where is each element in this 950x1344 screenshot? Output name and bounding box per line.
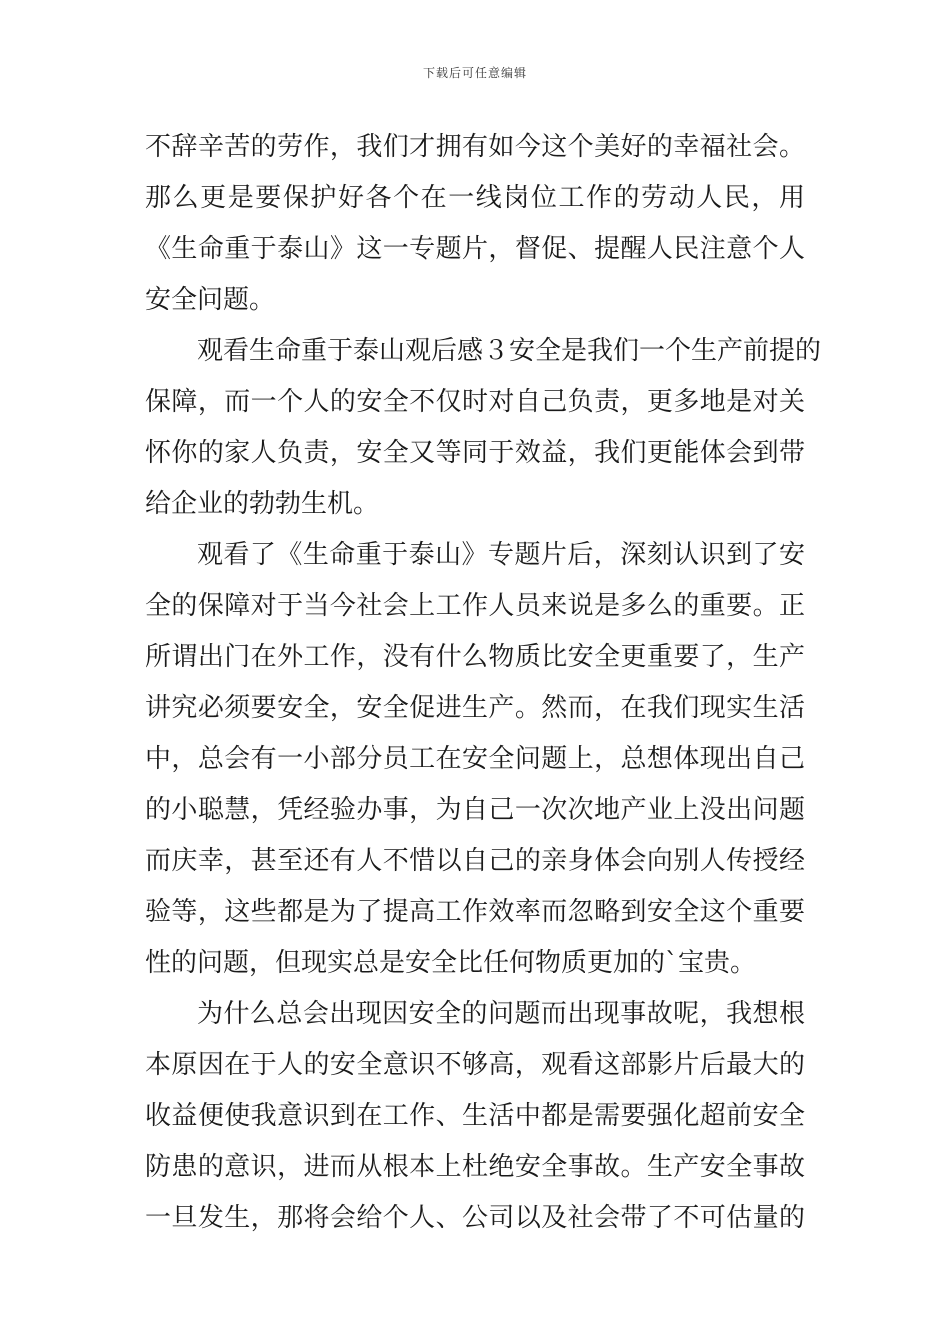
paragraph xyxy=(145,326,822,530)
text-line: 观看了《生命重于泰山》专题片后，深刻认识到了安 xyxy=(197,540,805,570)
text-line: 中，总会有一小部分员工在安全问题上，总想体现出自己 xyxy=(145,744,805,774)
text-line: 的小聪慧，凭经验办事，为自己一次次地产业上没出问题 xyxy=(145,795,805,825)
text-line: 所谓出门在外工作，没有什么物质比安全更重要了，生产 xyxy=(145,642,805,672)
text-line: 安全问题。 xyxy=(145,285,276,315)
text-line: 为什么总会出现因安全的问题而出现事故呢，我想根 xyxy=(197,999,805,1029)
text-line: 本原因在于人的安全意识不够高，观看这部影片后最大的 xyxy=(145,1050,805,1080)
text-line: 全的保障对于当今社会上工作人员来说是多么的重要。正 xyxy=(145,591,805,621)
text-line: 防患的意识，进而从根本上杜绝安全事故。生产安全事故 xyxy=(145,1152,805,1182)
text-line: 讲究必须要安全，安全促进生产。然而，在我们现实生活 xyxy=(145,693,805,723)
text-line: 而庆幸，甚至还有人不惜以自己的亲身体会向别人传授经 xyxy=(145,846,805,876)
text-line: 收益便使我意识到在工作、生活中都是需要强化超前安全 xyxy=(145,1101,805,1131)
page-header: 下载后可任意编辑 xyxy=(422,66,527,80)
text-line: 《生命重于泰山》这一专题片，督促、提醒人民注意个人 xyxy=(145,234,805,264)
text-line: 一旦发生，那将会给个人、公司以及社会带了不可估量的 xyxy=(145,1203,805,1233)
text-line: 那么更是要保护好各个在一线岗位工作的劳动人民，用 xyxy=(145,183,805,213)
text-line: 保障，而一个人的安全不仅时对自己负责，更多地是对关 xyxy=(145,387,805,417)
text-line: 观看生命重于泰山观后感３安全是我们一个生产前提的 xyxy=(197,336,822,366)
text-line: 不辞辛苦的劳作，我们才拥有如今这个美好的幸福社会。 xyxy=(145,132,805,162)
text-line: 验等，这些都是为了提高工作效率而忽略到安全这个重要 xyxy=(145,897,805,927)
document-body xyxy=(145,122,822,1244)
paragraph xyxy=(145,122,805,326)
paragraph xyxy=(145,530,805,989)
text-line: 给企业的勃勃生机。 xyxy=(145,489,380,519)
text-line: 怀你的家人负责，安全又等同于效益，我们更能体会到带 xyxy=(145,438,805,468)
paragraph xyxy=(145,989,805,1244)
text-line: 性的问题，但现实总是安全比任何物质更加的`宝贵。 xyxy=(145,948,757,978)
